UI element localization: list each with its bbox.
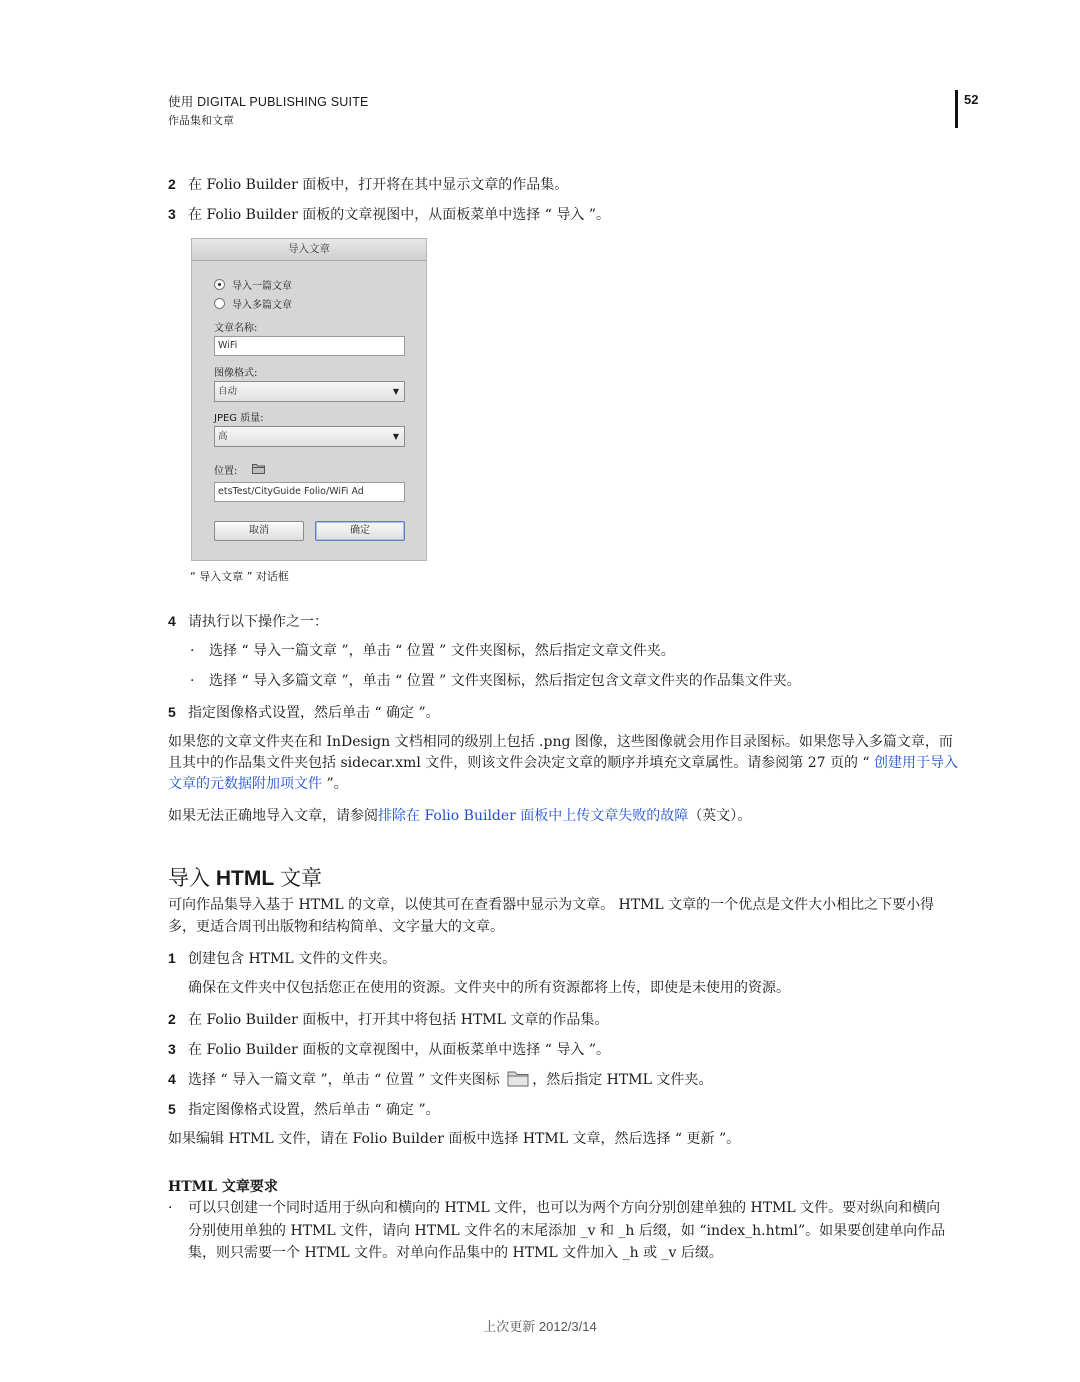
step-number: 2 <box>168 176 176 192</box>
paragraph-line: 可以只创建一个同时适用于纵向和横向的 HTML 文件，也可以为两个方向分别创建单独的 HTML 文件。要对纵向和横向 <box>188 1200 941 1216</box>
location-label: 位置: <box>214 466 238 477</box>
section-heading <box>168 862 322 892</box>
step-4 <box>168 612 328 631</box>
step-number: 5 <box>168 1101 176 1117</box>
radio-import-single[interactable] <box>214 279 225 290</box>
radio-import-multiple-label: 导入多篇文章 <box>232 300 292 311</box>
step-text: 指定图像格式设置，然后单击 “ 确定 ”。 <box>188 1102 440 1118</box>
location-field[interactable]: etsTest/CityGuide Folio/WiFi Ad <box>214 482 405 502</box>
subsection-heading: HTML 文章要求 <box>168 1179 278 1195</box>
step-text: 在 Folio Builder 面板的文章视图中，从面板菜单中选择 “ 导入 ”。 <box>188 1042 610 1058</box>
radio-import-single-label: 导入一篇文章 <box>232 281 292 292</box>
dropdown-arrow-icon: ▼ <box>392 432 399 441</box>
figure-caption: “ 导入文章 ” 对话框 <box>190 570 289 583</box>
radio-import-multiple[interactable] <box>214 298 225 309</box>
step-text: 选择 “ 导入一篇文章 ”，单击 “ 位置 ” 文件夹图标 <box>188 1072 505 1088</box>
step-2-top <box>168 175 568 194</box>
paragraph-line <box>168 754 958 772</box>
step-5 <box>168 703 440 722</box>
bullet-marker: · <box>190 643 195 659</box>
heading-text-bold: HTML <box>215 867 275 890</box>
step-text: 创建包含 HTML 文件的文件夹。 <box>188 951 397 967</box>
step-number: 1 <box>168 950 176 966</box>
step-number: 4 <box>168 1071 176 1087</box>
step-number: 3 <box>168 206 176 222</box>
paragraph-line: 多，更适合周刊出版物和结构简单、文字量大的文章。 <box>168 919 504 935</box>
bullet-item: 选择 “ 导入多篇文章 ”，单击 “ 位置 ” 文件夹图标，然后指定包含文章文件夹的作品集文件夹。 <box>209 673 801 689</box>
paragraph-line: 如果编辑 HTML 文件，请在 Folio Builder 面板中选择 HTML 文章，然后选择 “ 更新 ”。 <box>168 1131 741 1147</box>
bullet-marker: · <box>168 1200 173 1216</box>
html-step-4 <box>168 1070 712 1092</box>
running-header-title: 使用 DIGITAL PUBLISHING SUITE <box>168 95 369 109</box>
paragraph-line: 可向作品集导入基于 HTML 的文章，以使其可在查看器中显示为文章。 HTML 文章的一个优点是文件大小相比之下要小得 <box>168 897 935 913</box>
bullet-marker: · <box>190 673 195 689</box>
article-name-label: 文章名称: <box>214 323 258 334</box>
heading-text: 导入 <box>168 867 216 890</box>
jpeg-quality-select[interactable] <box>214 426 405 447</box>
running-header-subtitle: 作品集和文章 <box>168 115 234 127</box>
html-step-1 <box>168 949 396 968</box>
dropdown-arrow-icon: ▼ <box>392 387 399 396</box>
step-text: 指定图像格式设置，然后单击 “ 确定 ”。 <box>188 705 440 721</box>
step-number: 5 <box>168 704 176 720</box>
paragraph-line <box>168 807 751 825</box>
paragraph-line <box>168 775 348 793</box>
image-format-select[interactable] <box>214 381 405 402</box>
page-footer: 上次更新 2012/3/14 <box>483 1319 597 1334</box>
html-step-3 <box>168 1040 610 1059</box>
article-name-field[interactable]: WiFi <box>214 336 405 356</box>
step-number: 3 <box>168 1041 176 1057</box>
page-number: 52 <box>964 92 979 107</box>
import-article-dialog <box>191 238 427 561</box>
bullet-item: 选择 “ 导入一篇文章 ”，单击 “ 位置 ” 文件夹图标，然后指定文章文件夹。 <box>209 643 675 659</box>
ok-button[interactable]: 确定 <box>315 521 405 541</box>
step-text: 请执行以下操作之一： <box>188 614 328 630</box>
paragraph-line: 分别使用单独的 HTML 文件，请向 HTML 文件名的末尾添加 _v 和 _h 后缀，如 “index_h.html”。如果要创建单向作品 <box>188 1223 946 1239</box>
step-number: 2 <box>168 1011 176 1027</box>
cancel-button[interactable]: 取消 <box>214 521 304 541</box>
paragraph-text: ”。 <box>322 776 348 792</box>
paragraph-text: （英文）。 <box>688 808 752 824</box>
html-step-5 <box>168 1100 440 1119</box>
folder-icon <box>507 1070 529 1092</box>
paragraph-text: 且其中的作品集文件夹包括 sidecar.xml 文件，则该文件会决定文章的顺序并填充文章属性。请参阅第 27 页的 “ <box>168 755 875 771</box>
image-format-value: 自动 <box>218 386 238 397</box>
page-number-bar <box>955 90 958 128</box>
troubleshoot-link[interactable]: 排除在 Folio Builder 面板中上传文章失败的故障 <box>378 808 689 824</box>
step-text: 在 Folio Builder 面板中，打开将在其中显示文章的作品集。 <box>188 177 569 193</box>
heading-text: 文章 <box>274 867 323 890</box>
paragraph-line: 如果您的文章文件夹在和 InDesign 文档相同的级别上包括 .png 图像，这些图像就会用作目录图标。如果您导入多篇文章，而 <box>168 734 953 750</box>
metadata-sidecar-link[interactable]: 文章的元数据附加项文件 <box>168 776 322 792</box>
image-format-label: 图像格式: <box>214 368 258 379</box>
step-text: 在 Folio Builder 面板的文章视图中，从面板菜单中选择 “ 导入 ”。 <box>188 207 610 223</box>
step-text: 在 Folio Builder 面板中，打开其中将包括 HTML 文章的作品集。 <box>188 1012 609 1028</box>
html-step-note: 确保在文件夹中仅包括您正在使用的资源。文件夹中的所有资源都将上传，即使是未使用的资源。 <box>188 980 790 996</box>
jpeg-quality-value: 高 <box>218 431 228 442</box>
dialog-title: 导入文章 <box>192 239 426 261</box>
step-number: 4 <box>168 613 176 629</box>
paragraph-text: 如果无法正确地导入文章，请参阅 <box>168 808 378 824</box>
folder-icon[interactable] <box>252 463 265 477</box>
metadata-sidecar-link[interactable]: 创建用于导入 <box>874 755 959 771</box>
step-3-top <box>168 205 610 224</box>
step-text: ，然后指定 HTML 文件夹。 <box>532 1072 713 1088</box>
paragraph-line: 集，则只需要一个 HTML 文件。对单向作品集中的 HTML 文件加入 _h 或 _v 后缀。 <box>188 1245 723 1261</box>
html-step-2 <box>168 1010 608 1029</box>
jpeg-quality-label: JPEG 质量: <box>214 413 264 424</box>
